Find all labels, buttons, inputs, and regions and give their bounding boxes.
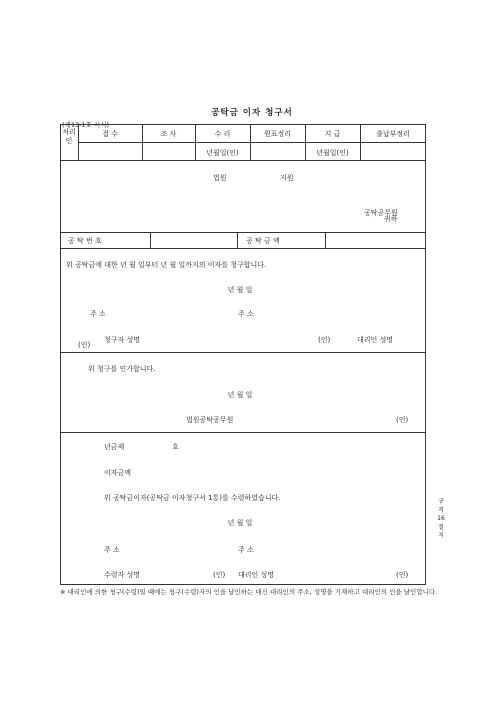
- processing-side-label: 처리인: [62, 128, 76, 145]
- receipt-date: 년 월 일: [227, 519, 253, 527]
- claimant-name-label: 청구자 성명: [104, 336, 141, 344]
- deposit-amount-label: 공 탁 금 액: [246, 237, 280, 245]
- grid-line: [150, 232, 151, 248]
- ho-label: 호: [172, 443, 179, 451]
- grid-line: [237, 232, 238, 248]
- court-label: 법원: [213, 174, 227, 182]
- form-title: 공탁금 이자 청구서: [211, 108, 293, 118]
- agent-address-label: 주 소: [238, 310, 254, 318]
- branch-label: 지원: [280, 174, 294, 182]
- header-cell: 접 수: [102, 130, 118, 138]
- officer-label: 공탁공무원: [364, 209, 398, 217]
- interest-amount-label: 이자금액: [104, 469, 132, 477]
- header-cell: 원표정리: [263, 130, 292, 138]
- grid-line: [325, 232, 326, 248]
- to-label: 귀하: [384, 215, 398, 223]
- approval-statement: 위 청구를 인가합니다.: [88, 365, 156, 373]
- paper-size-note: 규격 16절지: [437, 498, 445, 539]
- receiver-address-label: 주 소: [104, 546, 120, 554]
- header-cell: 수 리: [214, 130, 231, 138]
- claimant-address-label: 주 소: [90, 310, 106, 318]
- deposit-number-label: 공 탁 번 호: [68, 237, 102, 245]
- grid-line: [60, 432, 426, 433]
- grid-line: [60, 160, 426, 161]
- approval-officer-label: 법원공탁공무원: [186, 416, 234, 424]
- header-cell: 출납부정리: [376, 130, 410, 138]
- form-number: (제13-1호 서식): [62, 121, 110, 129]
- agent-name-label: 대리인 성명: [357, 336, 394, 344]
- footnote: ※ 대리인에 의한 청구(수령)일 때에는 청구(수령)자의 인을 날인하는 대신 대리인의 주소, 성명을 기재하고 대리인의 인을 날인합니다.: [60, 588, 438, 596]
- grid-line: [60, 232, 426, 233]
- claim-statement: 위 공탁금에 대한 년 월 일부터 년 월 일까지의 이자를 청구합니다.: [66, 261, 267, 269]
- date-seal-label: 년월일(인): [206, 149, 239, 157]
- year-number-label: 년금제: [104, 443, 125, 451]
- date-seal-label: 년월일(인): [316, 149, 349, 157]
- header-cell: 지 급: [324, 130, 341, 138]
- receiver-agent-name-label: 대리인 성명: [238, 571, 275, 579]
- receiver-agent-address-label: 주 소: [238, 546, 254, 554]
- receiver-agent-seal: (인): [396, 571, 409, 579]
- grid-line: [60, 248, 426, 249]
- approval-seal: (인): [396, 416, 409, 424]
- receipt-statement: 위 공탁금이자(공탁금 이자청구서 1통)를 수령하였습니다.: [104, 494, 281, 502]
- claim-date: 년 월 일: [227, 286, 253, 294]
- header-cell: 조 사: [160, 130, 177, 138]
- receiver-seal: (인): [213, 571, 226, 579]
- claimant-seal: (인): [318, 336, 331, 344]
- approval-date: 년 월 일: [227, 391, 253, 399]
- receiver-name-label: 수령자 성명: [104, 571, 141, 579]
- grid-line: [78, 142, 426, 143]
- form-frame: [60, 124, 426, 585]
- claim-seal: (인): [78, 341, 91, 349]
- grid-line: [60, 352, 426, 353]
